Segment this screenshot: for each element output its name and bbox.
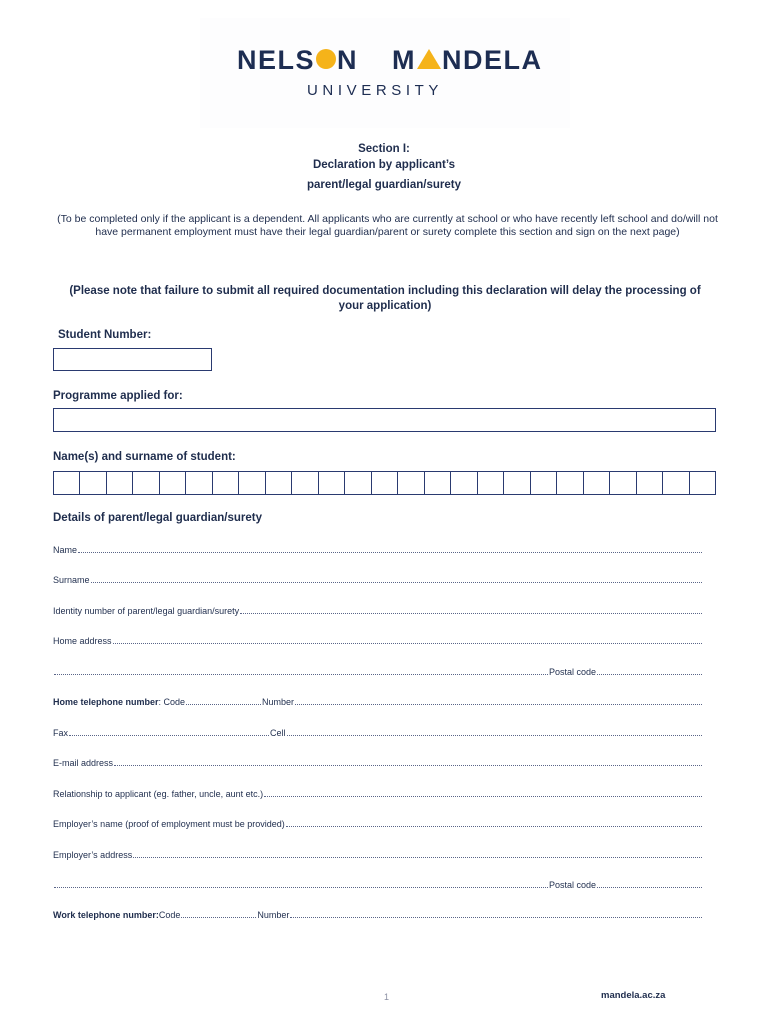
instruction-note: (To be completed only if the applicant is a dependent. All applicants who are currently at school or who have recently left school and do/will not have permanent employment must have their legal guardian/parent or surety complete this section and sign on the next page) [57,213,718,238]
programme-label: Programme applied for: [53,390,183,402]
student-number-label: Student Number: [58,329,152,341]
surname-field[interactable]: Surname [53,573,703,585]
fax-cell-field[interactable]: Fax Cell [53,726,703,738]
name-field[interactable]: Name [53,543,703,555]
section-subtitle-2: parent/legal guardian/surety [306,179,461,191]
logo-wordmark: NELS N M NDELA [237,45,543,76]
university-logo [200,18,570,128]
section-title: Section I: [358,143,410,155]
triangle-icon [417,49,441,69]
student-number-input[interactable] [53,348,212,371]
id-number-field[interactable]: Identity number of parent/legal guardian/surety [53,604,703,616]
employer-address-line2-field[interactable] [53,878,703,890]
employer-name-field[interactable]: Employer’s name (proof of employment must be provided) [53,817,703,829]
sun-dot-icon [316,49,336,69]
work-telephone-field[interactable]: Work telephone number: Code Number [53,908,703,920]
employer-address-field[interactable]: Employer’s address [53,848,703,860]
programme-input[interactable] [53,408,716,432]
home-address-field[interactable]: Home address [53,634,703,646]
page-number: 1 [384,992,390,1002]
home-address-line2-field[interactable] [53,665,703,677]
warning-note: (Please note that failure to submit all required documentation including this declaration will delay the processing of your application) [69,285,701,312]
home-telephone-field[interactable]: Home telephone number : Code Number [53,695,703,707]
email-field[interactable]: E-mail address [53,756,703,768]
student-name-boxes[interactable] [53,471,716,495]
relationship-field[interactable]: Relationship to applicant (eg. father, uncle, aunt etc.) [53,787,703,799]
student-name-label: Name(s) and surname of student: [53,451,236,463]
postal-code-label: Postal code [548,667,596,677]
footer-url: mandela.ac.za [601,990,666,1001]
details-heading: Details of parent/legal guardian/surety [53,512,262,524]
logo-subtitle: UNIVERSITY [307,82,444,99]
section-subtitle-1: Declaration by applicant’s [312,159,456,171]
postal-code-label-2: Postal code [548,880,596,890]
